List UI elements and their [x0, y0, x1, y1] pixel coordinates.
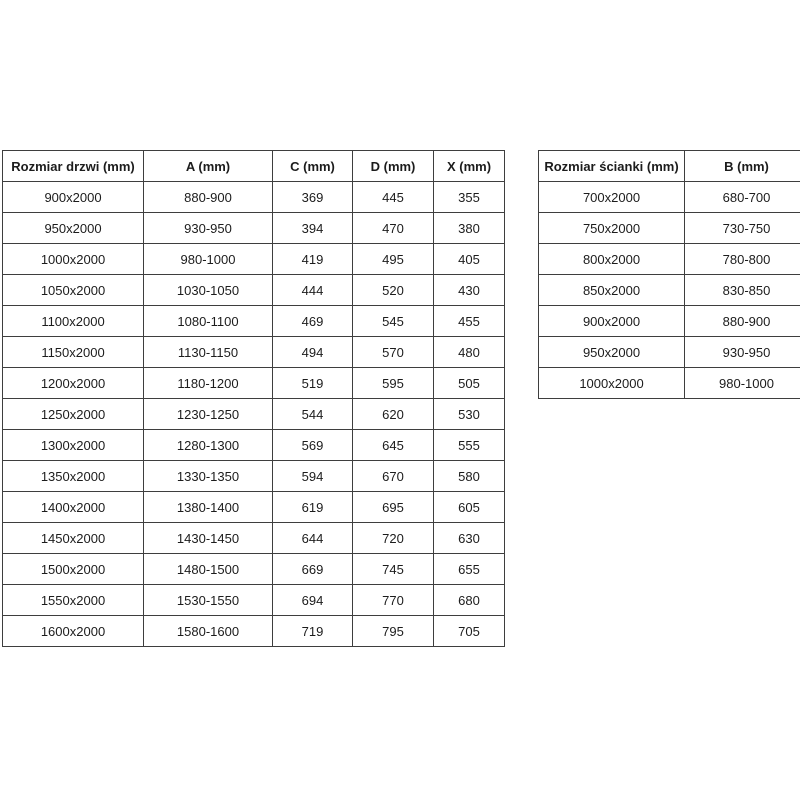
table-cell: 930-950: [685, 337, 800, 368]
table-cell: 495: [353, 244, 434, 275]
table-cell: 1430-1450: [144, 523, 273, 554]
table-cell: 770: [353, 585, 434, 616]
table-cell: 1600x2000: [3, 616, 144, 647]
table-cell: 595: [353, 368, 434, 399]
table-row: [3, 523, 505, 554]
column-header: D (mm): [353, 151, 434, 182]
column-header: Rozmiar ścianki (mm): [539, 151, 685, 182]
table-cell: 1380-1400: [144, 492, 273, 523]
table-cell: 730-750: [685, 213, 800, 244]
table-cell: 544: [273, 399, 353, 430]
table-cell: 980-1000: [685, 368, 800, 399]
table-row: [539, 244, 800, 275]
table-cell: 795: [353, 616, 434, 647]
table-cell: 570: [353, 337, 434, 368]
table-cell: 1530-1550: [144, 585, 273, 616]
table-cell: 705: [434, 616, 505, 647]
table-cell: 405: [434, 244, 505, 275]
table-row: [539, 182, 800, 213]
table-cell: 880-900: [144, 182, 273, 213]
table-cell: 630: [434, 523, 505, 554]
table-cell: 1180-1200: [144, 368, 273, 399]
table-cell: 670: [353, 461, 434, 492]
table-cell: 580: [434, 461, 505, 492]
table-cell: 555: [434, 430, 505, 461]
table-cell: 1400x2000: [3, 492, 144, 523]
table-row: [539, 275, 800, 306]
table-cell: 1150x2000: [3, 337, 144, 368]
table-row: [3, 399, 505, 430]
table-cell: 1200x2000: [3, 368, 144, 399]
column-header: Rozmiar drzwi (mm): [3, 151, 144, 182]
table-cell: 1130-1150: [144, 337, 273, 368]
table-row: [3, 368, 505, 399]
table-cell: 780-800: [685, 244, 800, 275]
table-cell: 950x2000: [539, 337, 685, 368]
table-cell: 1330-1350: [144, 461, 273, 492]
table-row: [3, 182, 505, 213]
table-cell: 444: [273, 275, 353, 306]
table-cell: 480: [434, 337, 505, 368]
door-size-table: [2, 150, 505, 647]
table-cell: 430: [434, 275, 505, 306]
table-row: [539, 337, 800, 368]
table-cell: 605: [434, 492, 505, 523]
table-cell: 1100x2000: [3, 306, 144, 337]
table-row: [3, 213, 505, 244]
table-cell: 720: [353, 523, 434, 554]
table-row: [3, 275, 505, 306]
wall-size-table: [538, 150, 800, 399]
column-header: C (mm): [273, 151, 353, 182]
table-row: [539, 306, 800, 337]
table-cell: 645: [353, 430, 434, 461]
table-cell: 419: [273, 244, 353, 275]
table-cell: 644: [273, 523, 353, 554]
table-row: [3, 554, 505, 585]
table-row: [3, 461, 505, 492]
table-row: [3, 430, 505, 461]
table-cell: 1550x2000: [3, 585, 144, 616]
table-cell: 930-950: [144, 213, 273, 244]
table-row: [3, 492, 505, 523]
table-cell: 470: [353, 213, 434, 244]
table-row: [3, 306, 505, 337]
table-cell: 680: [434, 585, 505, 616]
table-cell: 1000x2000: [3, 244, 144, 275]
table-cell: 1450x2000: [3, 523, 144, 554]
table-row: [3, 244, 505, 275]
table-cell: 569: [273, 430, 353, 461]
table-cell: 745: [353, 554, 434, 585]
table-cell: 669: [273, 554, 353, 585]
table-cell: 355: [434, 182, 505, 213]
table-cell: 455: [434, 306, 505, 337]
table-cell: 369: [273, 182, 353, 213]
table-cell: 1350x2000: [3, 461, 144, 492]
table-cell: 1080-1100: [144, 306, 273, 337]
table-cell: 980-1000: [144, 244, 273, 275]
table-cell: 800x2000: [539, 244, 685, 275]
table-row: [3, 337, 505, 368]
table-cell: 719: [273, 616, 353, 647]
table-cell: 880-900: [685, 306, 800, 337]
table-cell: 830-850: [685, 275, 800, 306]
table-cell: 750x2000: [539, 213, 685, 244]
table-cell: 1030-1050: [144, 275, 273, 306]
column-header: B (mm): [685, 151, 800, 182]
table-cell: 655: [434, 554, 505, 585]
table-cell: 594: [273, 461, 353, 492]
table-cell: 1500x2000: [3, 554, 144, 585]
table-cell: 680-700: [685, 182, 800, 213]
table-row: [539, 213, 800, 244]
table-cell: 694: [273, 585, 353, 616]
table-cell: 1580-1600: [144, 616, 273, 647]
table-cell: 619: [273, 492, 353, 523]
table-cell: 950x2000: [3, 213, 144, 244]
column-header: A (mm): [144, 151, 273, 182]
table-row: [3, 616, 505, 647]
table-cell: 545: [353, 306, 434, 337]
table-cell: 900x2000: [539, 306, 685, 337]
table-cell: 519: [273, 368, 353, 399]
table-row: [3, 585, 505, 616]
table-cell: 1300x2000: [3, 430, 144, 461]
table-cell: 1230-1250: [144, 399, 273, 430]
table-cell: 469: [273, 306, 353, 337]
header-row: [539, 151, 800, 182]
table-cell: 695: [353, 492, 434, 523]
table-row: [539, 368, 800, 399]
table-cell: 1050x2000: [3, 275, 144, 306]
table-cell: 530: [434, 399, 505, 430]
table-cell: 520: [353, 275, 434, 306]
table-cell: 1000x2000: [539, 368, 685, 399]
header-row: [3, 151, 505, 182]
table-cell: 850x2000: [539, 275, 685, 306]
table-cell: 445: [353, 182, 434, 213]
table-cell: 1480-1500: [144, 554, 273, 585]
table-cell: 380: [434, 213, 505, 244]
table-cell: 494: [273, 337, 353, 368]
table-cell: 394: [273, 213, 353, 244]
table-cell: 700x2000: [539, 182, 685, 213]
table-cell: 1250x2000: [3, 399, 144, 430]
table-cell: 1280-1300: [144, 430, 273, 461]
table-cell: 900x2000: [3, 182, 144, 213]
column-header: X (mm): [434, 151, 505, 182]
table-cell: 505: [434, 368, 505, 399]
table-cell: 620: [353, 399, 434, 430]
